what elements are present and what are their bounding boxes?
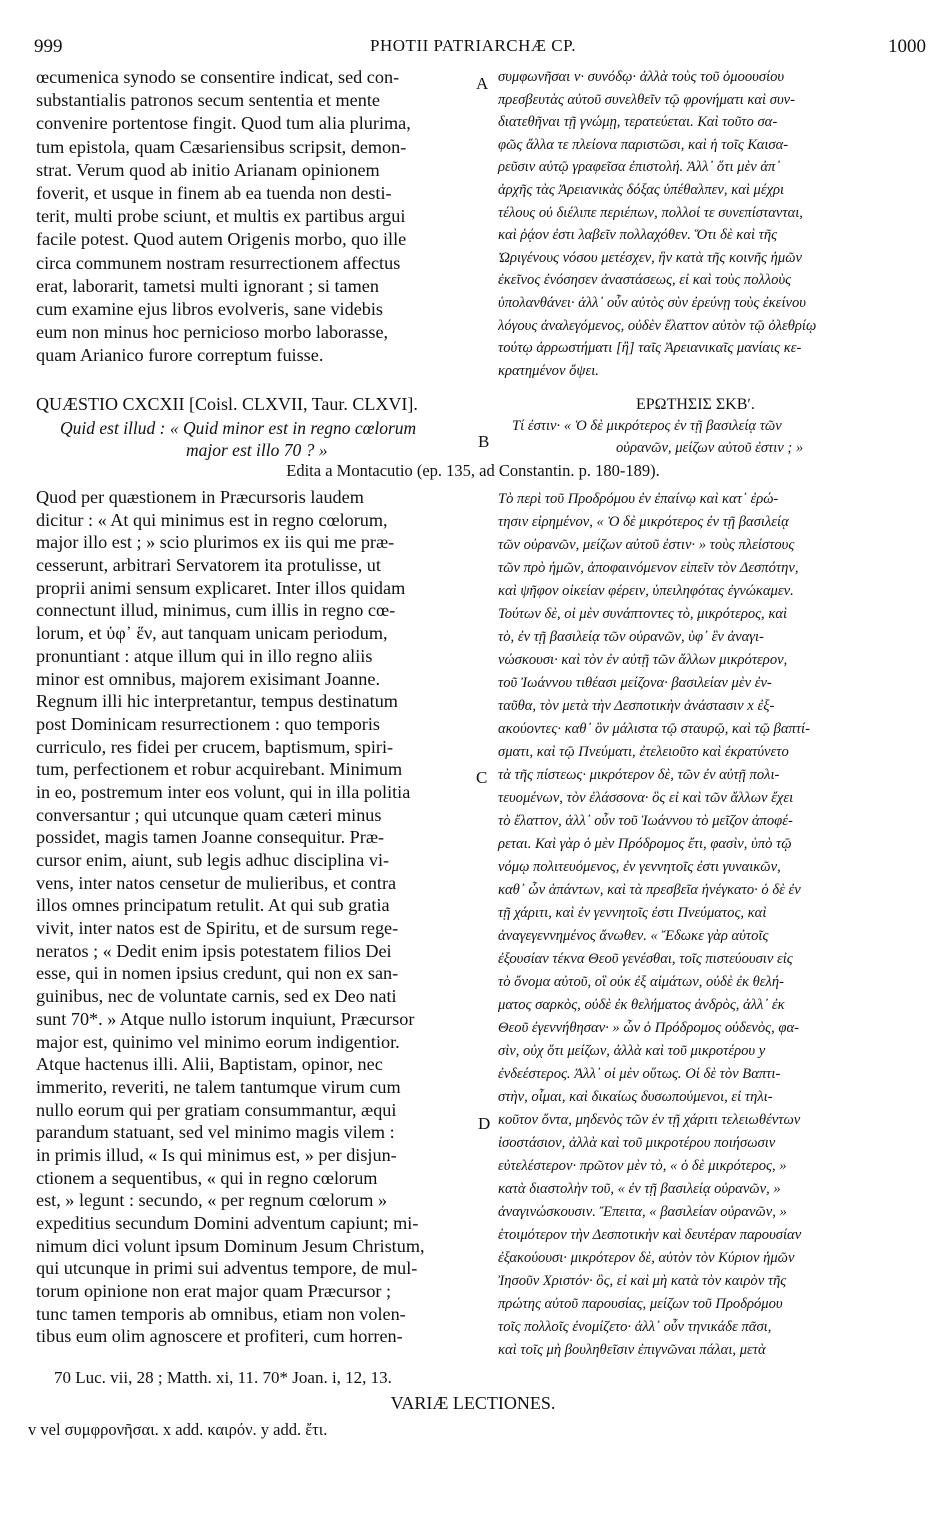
greek-question-line-1: Τί ἐστιν· « Ὁ δὲ μικρότερος ἐν τῇ βασιλείᾳ τῶν — [512, 418, 782, 434]
greek-line: διατεθῆναι τῇ γνώμῃ, τερατεύεται. Καὶ τοῦτο σα- — [498, 114, 778, 131]
greek-line: καὶ ψῆφον οἰκείαν φέρειν, ὑπειληφότας ἐγνώκαμεν. — [498, 583, 794, 599]
latin-line: in eo, postremum inter eos volunt, qui in illa politia — [36, 781, 411, 802]
latin-line: quam Arianico furore correptum fuisse. — [36, 345, 324, 366]
latin-line: in primis illud, « Is qui minimus est, » per disjun- — [36, 1144, 397, 1165]
greek-line: ρεῦσιν αὐτῷ γραφεῖσα ἐπιστολή. Ἀλλ᾽ ὅτι μὲν ἀπ᾽ — [498, 159, 781, 176]
latin-line: major est, quinimo vel minimo eorum indigentior. — [36, 1031, 400, 1052]
greek-line: τῶν οὐρανῶν, μείζων αὐτοῦ ἐστιν· » τοὺς πλείστους — [498, 537, 795, 553]
greek-line: τὸ ὄνομα αὐτοῦ, οἳ οὐκ ἐξ αἱμάτων, οὐδὲ ἐκ θελή- — [498, 974, 784, 990]
greek-main-column — [498, 488, 810, 1362]
greek-line: τέλους οὐ διέλιπε περιέπων, πολλοί τε συνεπίστανται, — [498, 204, 803, 221]
latin-line: post Dominicam resurrectionem : quo temporis — [36, 713, 380, 734]
margin-letter-b: B — [478, 432, 490, 451]
latin-line: proprii animi sensum explicaret. Inter illos quidam — [36, 577, 406, 598]
latin-line: ctionem a sequentibus, « qui in regno cœlorum — [36, 1167, 378, 1188]
right-page-number: 1000 — [888, 36, 926, 57]
left-page-number: 999 — [34, 36, 63, 57]
greek-line: τὸ ἔλαττον, ἀλλ᾽ οὖν τοῦ Ἰωάννου τὸ μεῖζον ἀποφέ- — [498, 813, 793, 829]
latin-line: pronuntiant : atque illum qui in illo regno aliis — [36, 645, 373, 666]
greek-line: εὐτελέστερον· πρῶτον μὲν τὸ, « ὁ δὲ μικρότερος, » — [498, 1158, 787, 1174]
latin-line: œcumenica synodo se consentire indicat, sed con- — [36, 67, 400, 87]
latin-main-column — [36, 486, 425, 1348]
latin-line: circa communem nostram resurrectionem affectus — [36, 252, 401, 273]
margin-letter-d: D — [478, 1114, 491, 1133]
latin-line: foverit, et usque in finem ab ea tuenda non desti- — [36, 182, 392, 203]
greek-line: τησιν εἰρημένον, « Ὁ δὲ μικρότερος ἐν τῇ βασιλείᾳ — [498, 514, 789, 530]
latin-line: tibus eum olim agnoscere et profiteri, cum horren- — [36, 1326, 403, 1347]
latin-line: tum epistola, quam Cæsariensibus scripsit, demon- — [36, 136, 407, 157]
greek-line: ρεται. Καὶ γὰρ ὁ μὲν Πρόδρομος ἔτι, φασὶν, ὑπὸ τῷ — [498, 836, 792, 852]
latin-line: parandum statuant, sed vel minimo magis vilem : — [36, 1122, 395, 1143]
margin-letter-a: A — [476, 74, 489, 93]
margin-letter-c: C — [476, 768, 488, 787]
latin-line: Atque hactenus illi. Alii, Baptistam, opinor, nec — [36, 1054, 383, 1075]
greek-line: ἀναγεγεννημένος ἄνωθεν. « Ἔδωκε γὰρ αὐτοῖς — [498, 928, 769, 944]
greek-line: καθ᾽ ὧν ἁπάντων, καὶ τὰ πρεσβεῖα ἠνέγκατο· ὁ δὲ ἐν — [498, 882, 801, 898]
latin-question-heading: QUÆSTIO CXCXII [Coisl. CLXVII, Taur. CLXVI]. — [36, 394, 418, 414]
latin-line: sunt 70*. » Atque nullo istorum inquiunt, Præcursor — [36, 1008, 415, 1029]
greek-line: Θεοῦ ἐγεννήθησαν· » ὧν ὁ Πρόδρομος οὐδενὸς, φα- — [498, 1020, 799, 1036]
footnotes: 70 Luc. vii, 28 ; Matth. xi, 11. 70* Joan. i, 12, 13. — [54, 1368, 392, 1387]
latin-question-line-2: major est illo 70 ? » — [186, 440, 328, 460]
greek-line: ταῦθα, τὸν μετὰ τὴν Δεσποτικὴν ἀνάστασιν x ἐξ- — [498, 698, 775, 714]
greek-line: ὑπολανθάνει· ἀλλ᾽ οὖν αὐτὸς σὺν ἐρεύνῃ τοὺς ἐκείνου — [498, 294, 806, 311]
latin-line: dicitur : « At qui minimus est in regno cœlorum, — [36, 509, 388, 530]
greek-line: κοῦτον ὄντα, μηδενὸς τῶν ἐν τῇ χάριτι τελειωθέντων — [498, 1112, 801, 1128]
latin-line: minor est omnibus, majorem exisimant Joanne. — [36, 668, 380, 689]
greek-line: νώσκουσι· καὶ τὸν ἐν αὐτῇ τῶν ἄλλων μικρότερον, — [498, 652, 788, 668]
greek-line: Ὠριγένους νόσου μετέσχεν, ἣν κατὰ τῆς κοινῆς ἡμῶν — [498, 249, 802, 266]
greek-line: τῇ χάριτι, καὶ ἐν γεννητοῖς ἐστι Πνεύματος, καὶ — [498, 905, 767, 921]
greek-line: ἐξακούουσι· μικρότερον δὲ, αὐτὸν τὸν Κύριον ἡμῶν — [498, 1250, 795, 1266]
greek-line: Τὸ περὶ τοῦ Προδρόμου ἐν ἐπαίνῳ καὶ κατ᾽ ἐρώ- — [498, 491, 779, 507]
latin-question-line-1: Quid est illud : « Quid minor est in regno cœlorum — [60, 418, 417, 438]
greek-line: ἀρχῆς τὰς Ἀρειανικὰς δόξας ὑπέθαλπεν, καὶ μέχρι — [498, 181, 785, 198]
greek-line: πρώτης αὐτοῦ παρουσίας, μείζων τοῦ Προδρόμου — [498, 1296, 783, 1312]
greek-line: σὶν, οὐχ ὅτι μείζων, ἀλλὰ καὶ τοῦ μικροτέρου y — [498, 1043, 766, 1059]
greek-line: ἑτοιμότερον τὴν Δεσποτικὴν καὶ δευτέραν παρουσίαν — [498, 1227, 802, 1243]
latin-line: torum opinione non erat major quam Præcursor ; — [36, 1281, 392, 1302]
greek-line: Ἰησοῦν Χριστόν· ὃς, εἰ καὶ μὴ κατὰ τὸν καιρὸν τῆς — [498, 1273, 787, 1289]
edition-note: Edita a Montacutio (ep. 135, ad Constantin. p. 180-189). — [286, 461, 660, 480]
latin-line: cum examine ejus libros evolveris, sane videbis — [36, 298, 383, 319]
greek-line: κατὰ διαστολὴν τοῦ, « ἐν τῇ βασιλείᾳ οὐρανῶν, » — [498, 1181, 781, 1197]
latin-line: strat. Verum quod ab initio Arianam opinionem — [36, 159, 380, 180]
variae-lectiones-line: v vel συμφρονῆσαι. x add. καιρόν. y add. ἔτι. — [28, 1420, 328, 1439]
latin-line: lorum, et ὑφ᾽ ἕν, aut tanquam unicam periodum, — [36, 623, 388, 644]
variae-lectiones-title: VARIÆ LECTIONES. — [390, 1393, 556, 1413]
latin-line: connectunt illud, minimus, cum illis in regno cœ- — [36, 600, 396, 621]
greek-line: ματος σαρκὸς, οὐδὲ ἐκ θελήματος ἀνδρὸς, ἀλλ᾽ ἐκ — [498, 997, 785, 1013]
latin-line: cursor enim, aiunt, sub legis adhuc disciplina vi- — [36, 850, 390, 870]
latin-line: eum non minus hoc pernicioso morbo laborasse, — [36, 322, 389, 343]
latin-line: convenire portentose fingit. Quod tum alia plurima, — [36, 113, 411, 134]
greek-line: κρατημένον ὄψει. — [498, 362, 599, 379]
latin-line: expeditius secundum Domini adventum capiunt; mi- — [36, 1213, 419, 1233]
greek-line: ἀναγινώσκουσιν. Ἔπειτα, « βασιλείαν οὐρανῶν, » — [498, 1204, 787, 1220]
latin-line: substantialis patronos secum sententia et mente — [36, 90, 380, 111]
latin-line: nimum dici volunt ipsum Dominum Jesum Christum, — [36, 1235, 425, 1256]
greek-line: τὰ τῆς πίστεως· μικρότερον δὲ, τῶν ἐν αὐτῇ πολι- — [498, 767, 780, 783]
latin-line: terit, multi probe sciunt, et multis ex partibus argui — [36, 206, 406, 227]
greek-line: τὸ, ἐν τῇ βασιλείᾳ τῶν οὐρανῶν, ὑφ᾽ ἓν ἀναγι- — [498, 629, 764, 645]
latin-line: curriculo, res fidei per crucem, baptismum, spiri- — [36, 736, 394, 757]
latin-line: vens, inter natos censetur de mulieribus, et contra — [36, 872, 397, 893]
latin-line: erat, laborarit, tametsi multi ignorant ; si tamen — [36, 275, 379, 296]
greek-line: ακούοντες· καθ᾽ ὃν μάλιστα τῷ σταυρῷ, καὶ τῷ βαπτί- — [498, 721, 810, 737]
greek-line: τευομένων, τὸν ἐλάσσονα· ὃς εἰ καὶ τῶν ἄλλων ἔχει — [498, 790, 794, 806]
latin-line: guinibus, nec de voluntate carnis, sed ex Deo nati — [36, 986, 397, 1007]
greek-line: ἐκεῖνος ἐνόσησεν ἀναστάσεως, εἰ καὶ τοὺς πολλοὺς — [498, 272, 792, 289]
latin-line: nullo eorum qui per gratiam consummantur, æqui — [36, 1099, 397, 1120]
latin-line: est, » legunt : secundo, « per regnum cœlorum » — [36, 1190, 388, 1211]
greek-line: φῶς ἄλλα τε πλείονα παριστῶσι, καὶ ἡ τοῖς Καισα- — [498, 136, 789, 153]
greek-line: Τούτων δὲ, οἱ μὲν συνάπτοντες τὸ, μικρότερος, καὶ — [498, 606, 788, 622]
greek-line: σματι, καὶ τῷ Πνεύματι, ἐτελειοῦτο καὶ ἐκρατύνετο — [498, 744, 789, 760]
latin-line: facile potest. Quod autem Origenis morbo, quo ille — [36, 229, 407, 250]
greek-line: ἐξουσίαν τέκνα Θεοῦ γενέσθαι, τοῖς πιστεύουσιν εἰς — [498, 951, 793, 967]
greek-line: στὴν, οἶμαι, καὶ δικαίως δυσωπούμενοι, εἰ τηλι- — [498, 1089, 773, 1105]
greek-line: ἐνδεέστερος. Ἀλλ᾽ οἱ μὲν οὕτως. Οἱ δὲ τὸν Βαπτι- — [498, 1066, 781, 1082]
greek-line: πρεσβευτὰς αὐτοῦ συνελθεῖν τῷ φρονήματι καὶ συν- — [498, 91, 795, 108]
latin-line: tunc tamen temporis ab omnibus, etiam non volen- — [36, 1303, 406, 1324]
latin-line: vivit, inter natos est de Spiritu, et de sursum rege- — [36, 918, 399, 939]
latin-line: neratos ; « Dedit enim ipsis potestatem filios Dei — [36, 940, 392, 961]
latin-line: Quod per quæstionem in Præcursoris laudem — [36, 487, 364, 507]
greek-top-column — [498, 66, 816, 382]
greek-line: λόγους ἀναλεγόμενος, οὐδὲν ἔλαττον αὐτὸν τῷ ὀλεθρίῳ — [498, 317, 817, 334]
greek-line: καὶ ῥᾴον ἐστι λαβεῖν πολλαχόθεν. Ὅτι δὲ καὶ τῆς — [498, 227, 778, 244]
greek-line: τοῖς πολλοῖς ἐνομίζετο· ἀλλ᾽ οὖν τηνικάδε πᾶσι, — [498, 1319, 772, 1335]
latin-line: Regnum illi hic interpretantur, tempus destinatum — [36, 691, 398, 712]
greek-question-heading: ΕΡΩΤΗΣΙΣ ΣΚΒʹ. — [636, 396, 755, 413]
latin-top-column — [36, 66, 411, 367]
latin-line: esse, qui in nomen ipsius credunt, qui non ex san- — [36, 963, 399, 984]
latin-line: illos omnes principatum retulit. At qui sub gratia — [36, 895, 390, 916]
latin-line: major illo est ; » scio plurimos ex iis qui me præ- — [36, 532, 395, 553]
running-title: PHOTII PATRIARCHÆ CP. — [370, 36, 576, 55]
greek-line: νόμῳ πολιτευόμενος, ἐν γεννητοῖς ἐστι γυναικῶν, — [498, 859, 781, 875]
greek-line: τοῦ Ἰωάννου τιθέασι μείζονα· βασιλείαν μὲν ἐν- — [498, 675, 772, 691]
greek-line: καὶ τοῖς μὴ βουληθεῖσιν ἐπιγνῶναι πάλαι, μετὰ — [498, 1342, 766, 1358]
greek-line: τούτῳ ἀρρωστήματι [ἢ] ταῖς Ἀρειανικαῖς μανίαις κε- — [498, 340, 802, 357]
greek-line: τῶν πρὸ ἡμῶν, ἀποφαινόμενον εἰπεῖν τὸν Δεσπότην, — [498, 560, 799, 576]
greek-question-line-2: οὐρανῶν, μείζων αὐτοῦ ἐστιν ; » — [616, 440, 804, 456]
latin-line: cesserunt, arbitrari Servatorem ita protulisse, ut — [36, 555, 381, 576]
latin-line: tum, perfectionem et robur acquirebant. Minimum — [36, 759, 403, 780]
latin-line: conversantur ; qui utcunque quam cæteri minus — [36, 804, 382, 825]
latin-line: qui utcunque in primi sui adventus tempore, de mul- — [36, 1258, 418, 1279]
greek-line: συμφωνῆσαι v· συνόδῳ· ἀλλὰ τοὺς τοῦ ὁμοουσίου — [498, 69, 785, 85]
latin-line: possidet, magis tamen Joanne consequitur. Præ- — [36, 827, 385, 848]
latin-line: immerito, reveriti, ne talem tantumque virum cum — [36, 1076, 401, 1097]
greek-line: ἰσοστάσιον, ἀλλὰ καὶ τοῦ μικροτέρου ποιήσωσιν — [498, 1135, 776, 1151]
